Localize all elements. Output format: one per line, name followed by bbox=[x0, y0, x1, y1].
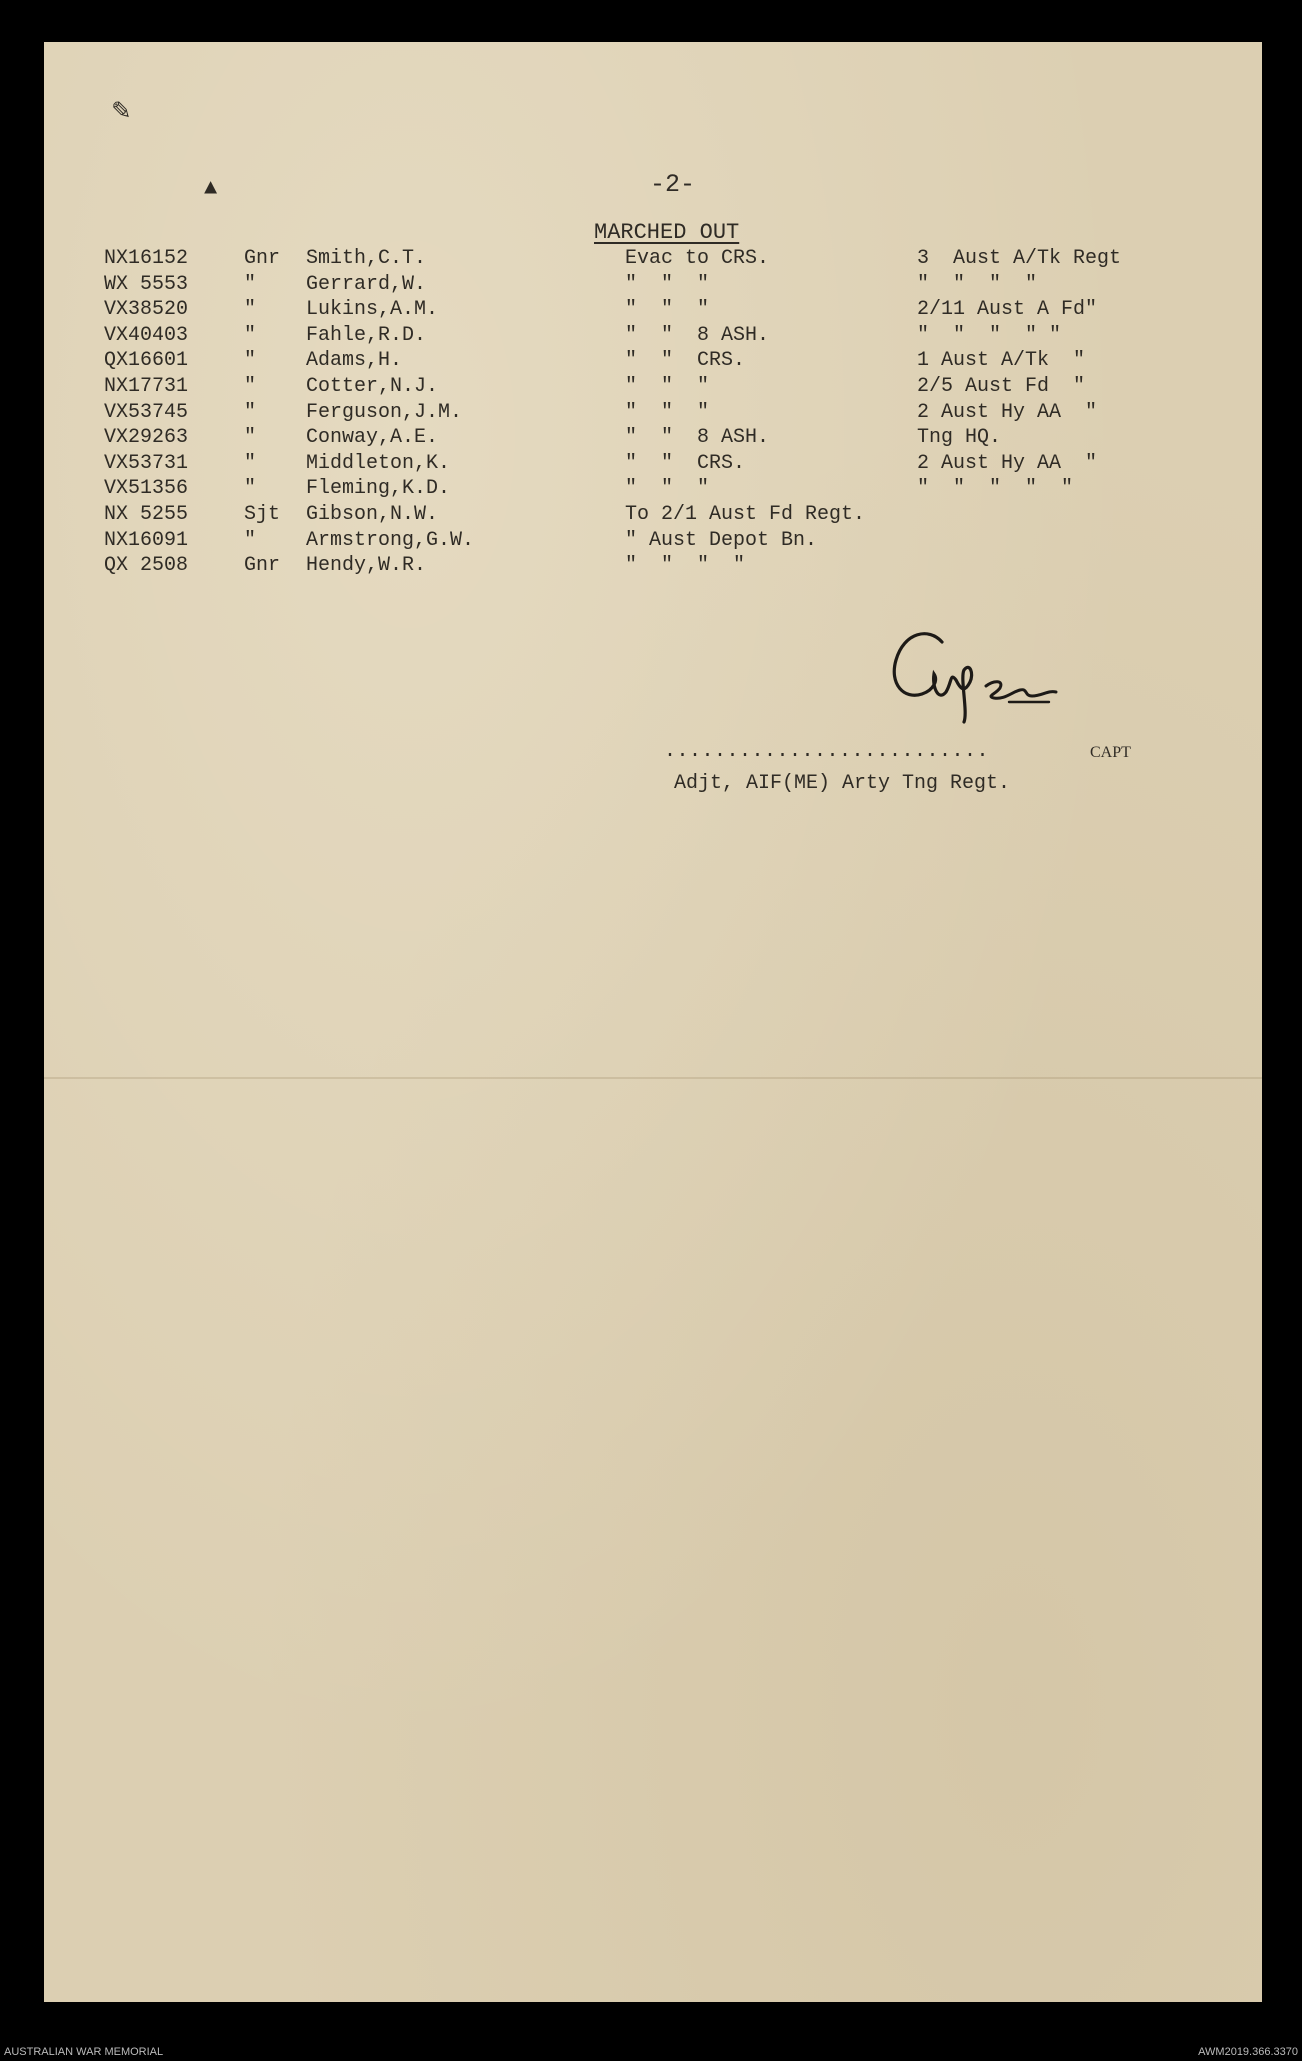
member-name: Lukins,A.M. bbox=[306, 298, 439, 322]
footer-institution: AUSTRALIAN WAR MEMORIAL bbox=[4, 2046, 164, 2058]
rank-suffix: CAPT bbox=[1090, 744, 1131, 761]
movement-action: " " " " bbox=[625, 554, 746, 578]
rank: " bbox=[244, 272, 257, 296]
table-row bbox=[44, 298, 1262, 324]
member-name: Gerrard,W. bbox=[306, 272, 427, 296]
service-number: VX51356 bbox=[104, 477, 189, 501]
paper-fold bbox=[44, 1077, 1262, 1079]
rank: Gnr bbox=[244, 554, 281, 578]
member-name: Conway,A.E. bbox=[306, 426, 439, 450]
section-heading: MARCHED OUT bbox=[594, 220, 740, 245]
table-row bbox=[44, 452, 1262, 478]
rank: " bbox=[244, 477, 257, 501]
table-row bbox=[44, 401, 1262, 427]
table-row bbox=[44, 375, 1262, 401]
handwritten-signature bbox=[834, 622, 1134, 742]
destination-unit: 1 Aust A/Tk " bbox=[917, 349, 1086, 373]
movement-action: To 2/1 Aust Fd Regt. bbox=[625, 502, 866, 526]
table-row bbox=[44, 349, 1262, 375]
service-number: NX16091 bbox=[104, 528, 189, 552]
movement-action: " " CRS. bbox=[625, 451, 746, 475]
member-name: Cotter,N.J. bbox=[306, 374, 439, 398]
rank: Sjt bbox=[244, 502, 281, 526]
table-row bbox=[44, 554, 1262, 580]
rank: " bbox=[244, 451, 257, 475]
service-number: QX 2508 bbox=[104, 554, 189, 578]
member-name: Gibson,N.W. bbox=[306, 502, 439, 526]
table-row bbox=[44, 477, 1262, 503]
movement-action: " " CRS. bbox=[625, 349, 746, 373]
footer-reference: AWM2019.366.3370 bbox=[1198, 2046, 1298, 2058]
movement-action: " " " bbox=[625, 400, 710, 424]
service-number: NX 5255 bbox=[104, 502, 189, 526]
punch-hole-icon: ▲ bbox=[204, 176, 218, 201]
service-number: NX17731 bbox=[104, 374, 189, 398]
service-number: VX53745 bbox=[104, 400, 189, 424]
destination-unit: 2/11 Aust A Fd" bbox=[917, 298, 1098, 322]
table-row bbox=[44, 247, 1262, 273]
movement-action: Evac to CRS. bbox=[625, 247, 770, 270]
rank: " bbox=[244, 349, 257, 373]
pencil-mark-icon: ✎ bbox=[112, 95, 131, 129]
rank: " bbox=[244, 323, 257, 347]
service-number: VX53731 bbox=[104, 451, 189, 475]
movement-action: " " " bbox=[625, 272, 710, 296]
movement-action: " " " bbox=[625, 477, 710, 501]
rank: " bbox=[244, 298, 257, 322]
service-number: WX 5553 bbox=[104, 272, 189, 296]
service-number: VX40403 bbox=[104, 323, 189, 347]
destination-unit: 3 Aust A/Tk Regt bbox=[917, 247, 1122, 270]
member-name: Smith,C.T. bbox=[306, 247, 427, 270]
destination-unit: Tng HQ. bbox=[917, 426, 1002, 450]
rank: " bbox=[244, 426, 257, 450]
service-number: VX29263 bbox=[104, 426, 189, 450]
rank: " bbox=[244, 528, 257, 552]
movement-action: " Aust Depot Bn. bbox=[625, 528, 818, 552]
destination-unit: " " " " " bbox=[917, 323, 1062, 347]
service-number: VX38520 bbox=[104, 298, 189, 322]
destination-unit: 2 Aust Hy AA " bbox=[917, 400, 1098, 424]
movement-action: " " " bbox=[625, 374, 710, 398]
member-name: Fahle,R.D. bbox=[306, 323, 427, 347]
signatory-appointment: Adjt, AIF(ME) Arty Tng Regt. bbox=[674, 772, 1011, 795]
destination-unit: " " " " " bbox=[917, 477, 1074, 501]
table-row bbox=[44, 426, 1262, 452]
rank: " bbox=[244, 400, 257, 424]
signature-line: .......................... bbox=[664, 740, 990, 763]
destination-unit: " " " " bbox=[917, 272, 1038, 296]
rank: " bbox=[244, 374, 257, 398]
service-number: NX16152 bbox=[104, 247, 189, 270]
table-row bbox=[44, 529, 1262, 555]
destination-unit: 2 Aust Hy AA " bbox=[917, 451, 1098, 475]
movement-action: " " " bbox=[625, 298, 710, 322]
table-row bbox=[44, 324, 1262, 350]
member-name: Armstrong,G.W. bbox=[306, 528, 475, 552]
member-name: Middleton,K. bbox=[306, 451, 451, 475]
page-number: -2- bbox=[650, 170, 696, 199]
table-row bbox=[44, 503, 1262, 529]
table-row bbox=[44, 273, 1262, 299]
destination-unit: 2/5 Aust Fd " bbox=[917, 374, 1086, 398]
document-page bbox=[44, 42, 1262, 2002]
movement-action: " " 8 ASH. bbox=[625, 426, 770, 450]
member-name: Ferguson,J.M. bbox=[306, 400, 463, 424]
member-name: Hendy,W.R. bbox=[306, 554, 427, 578]
member-name: Fleming,K.D. bbox=[306, 477, 451, 501]
rank: Gnr bbox=[244, 247, 281, 270]
service-number: QX16601 bbox=[104, 349, 189, 373]
personnel-table bbox=[44, 247, 1262, 580]
signature-block bbox=[664, 622, 1224, 822]
member-name: Adams,H. bbox=[306, 349, 403, 373]
movement-action: " " 8 ASH. bbox=[625, 323, 770, 347]
